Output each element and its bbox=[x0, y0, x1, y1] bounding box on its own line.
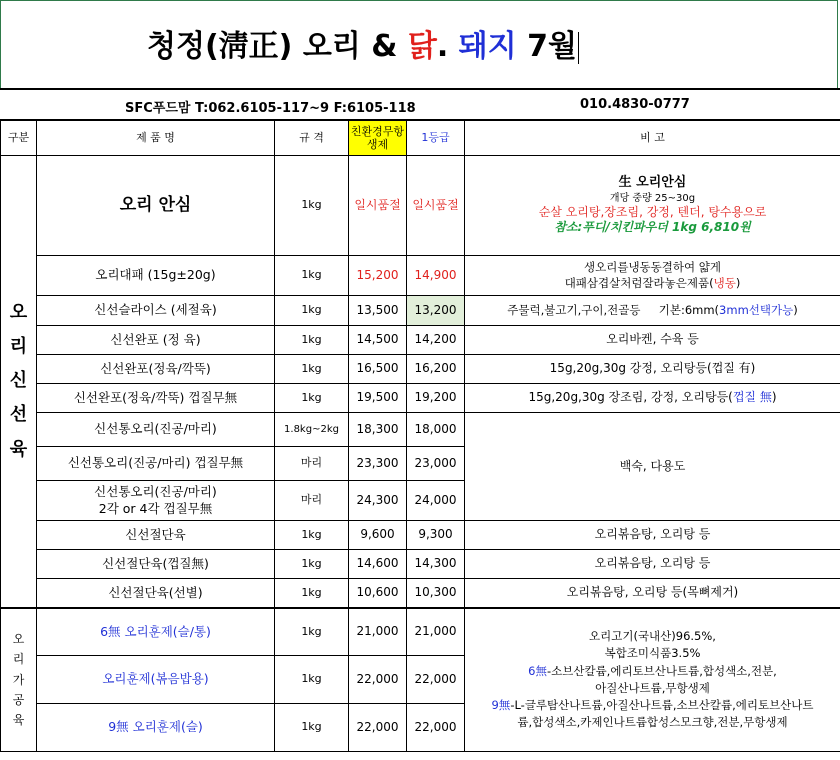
contact-phone-fax: SFC푸드맘 T:062.6105-117~9 F:6105-118 bbox=[125, 101, 416, 116]
price-eco: 9,600 bbox=[349, 521, 407, 550]
page-title: 청정(淸正) 오리 & 닭. 돼지 7월 bbox=[147, 29, 577, 64]
product-name: 오리훈제(볶음밥용) bbox=[37, 656, 275, 704]
product-spec: 1kg bbox=[275, 326, 349, 355]
price-grade1: 9,300 bbox=[407, 521, 465, 550]
header-category: 구분 bbox=[1, 121, 37, 156]
product-spec: 1kg bbox=[275, 579, 349, 608]
product-spec: 1kg bbox=[275, 384, 349, 413]
product-name: 신선완포 (정 육) bbox=[37, 326, 275, 355]
price-table bbox=[0, 120, 840, 752]
price-grade1: 22,000 bbox=[407, 704, 465, 752]
product-name: 신선통오리(진공/마리) bbox=[37, 413, 275, 447]
product-note: 생오리를냉동동결하여 얇게 대패삼겹살처럼잘라놓은제품(냉동) bbox=[465, 256, 840, 296]
product-spec: 1kg bbox=[275, 550, 349, 579]
table-row bbox=[1, 521, 840, 550]
product-name: 오리대패 (15g±20g) bbox=[37, 256, 275, 296]
product-note: 오리볶음탕, 오리탕 등 bbox=[465, 550, 840, 579]
header-spec: 규 격 bbox=[275, 121, 349, 156]
price-eco: 15,200 bbox=[349, 256, 407, 296]
contact-mobile: 010.4830-0777 bbox=[580, 97, 690, 112]
product-note: 오리볶음탕, 오리탕 등(목뼈제거) bbox=[465, 579, 840, 608]
product-spec: 1kg bbox=[275, 608, 349, 656]
header-product: 제 품 명 bbox=[37, 121, 275, 156]
price-grade1: 18,000 bbox=[407, 413, 465, 447]
product-spec: 1kg bbox=[275, 704, 349, 752]
product-name: 신선완포(정육/깍뚝) 껍질무無 bbox=[37, 384, 275, 413]
table-row bbox=[1, 156, 840, 256]
product-name: 9無 오리훈제(슬) bbox=[37, 704, 275, 752]
table-row bbox=[1, 296, 840, 326]
price-grade1: 14,900 bbox=[407, 256, 465, 296]
price-grade1: 일시품절 bbox=[407, 156, 465, 256]
category-processed: 오 리 가 공 육 bbox=[1, 608, 37, 752]
price-grade1: 16,200 bbox=[407, 355, 465, 384]
header-price-grade1: 1등급 bbox=[407, 121, 465, 156]
contact-bar bbox=[0, 88, 840, 120]
processed-note: 오리고기(국내산)96.5%, 복합조미식품3.5% 6無-소브산칼륨,에리토브산나트륨,합성색소,전분, 아질산나트륨,무항생제 9無-L-글루탐산나트륨,아질산나트륨,소브산칼륨,에리토브산나트 륨,합성색소,카제인나트륨합성스모크향,전분,무항생제 bbox=[465, 608, 840, 752]
product-spec: 마리 bbox=[275, 481, 349, 521]
price-grade1: 22,000 bbox=[407, 656, 465, 704]
price-grade1: 23,000 bbox=[407, 447, 465, 481]
price-grade1: 24,000 bbox=[407, 481, 465, 521]
product-spec: 1.8kg~2kg bbox=[275, 413, 349, 447]
product-spec: 1kg bbox=[275, 355, 349, 384]
price-eco: 22,000 bbox=[349, 656, 407, 704]
table-header bbox=[1, 121, 840, 156]
product-name: 6無 오리훈제(슬/통) bbox=[37, 608, 275, 656]
price-eco: 14,600 bbox=[349, 550, 407, 579]
product-name: 신선통오리(진공/마리) 2각 or 4각 껍질무無 bbox=[37, 481, 275, 521]
table-row bbox=[1, 384, 840, 413]
product-spec: 1kg bbox=[275, 296, 349, 326]
price-eco: 일시품절 bbox=[349, 156, 407, 256]
product-name: 신선절단육(선별) bbox=[37, 579, 275, 608]
product-note: 백숙, 다용도 bbox=[465, 413, 840, 521]
price-eco: 22,000 bbox=[349, 704, 407, 752]
product-spec: 1kg bbox=[275, 656, 349, 704]
table-row bbox=[1, 326, 840, 355]
table-row bbox=[1, 579, 840, 608]
price-eco: 21,000 bbox=[349, 608, 407, 656]
category-fresh: 오 리 신 선 육 bbox=[1, 156, 37, 608]
product-name: 신선절단육 bbox=[37, 521, 275, 550]
price-eco: 16,500 bbox=[349, 355, 407, 384]
table-row bbox=[1, 550, 840, 579]
product-name: 신선통오리(진공/마리) 껍질무無 bbox=[37, 447, 275, 481]
product-name: 신선절단육(껍질無) bbox=[37, 550, 275, 579]
price-eco: 10,600 bbox=[349, 579, 407, 608]
product-note: 오리볶음탕, 오리탕 등 bbox=[465, 521, 840, 550]
product-note: 주물럭,불고기,구이,전골등 기본:6mm(3mm선택가능) bbox=[465, 296, 840, 326]
price-grade1: 14,300 bbox=[407, 550, 465, 579]
price-grade1: 13,200 bbox=[407, 296, 465, 326]
table-row bbox=[1, 413, 840, 447]
price-eco: 18,300 bbox=[349, 413, 407, 447]
header-price-eco: 친환경무항생제 bbox=[349, 121, 407, 156]
product-note: 15g,20g,30g 장조림, 강정, 오리탕등(껍질 無) bbox=[465, 384, 840, 413]
header-note: 비 고 bbox=[465, 121, 840, 156]
price-eco: 14,500 bbox=[349, 326, 407, 355]
product-name: 신선슬라이스 (세절육) bbox=[37, 296, 275, 326]
price-grade1: 21,000 bbox=[407, 608, 465, 656]
price-eco: 19,500 bbox=[349, 384, 407, 413]
table-row bbox=[1, 355, 840, 384]
price-eco: 23,300 bbox=[349, 447, 407, 481]
product-spec: 1kg bbox=[275, 521, 349, 550]
product-spec: 1kg bbox=[275, 256, 349, 296]
text-cursor bbox=[578, 32, 579, 64]
product-note: 오리바켄, 수육 등 bbox=[465, 326, 840, 355]
price-grade1: 14,200 bbox=[407, 326, 465, 355]
table-row bbox=[1, 608, 840, 656]
price-eco: 24,300 bbox=[349, 481, 407, 521]
table-row bbox=[1, 256, 840, 296]
price-grade1: 19,200 bbox=[407, 384, 465, 413]
price-grade1: 10,300 bbox=[407, 579, 465, 608]
product-note: 15g,20g,30g 강정, 오리탕등(껍질 有) bbox=[465, 355, 840, 384]
product-name: 신선완포(정육/깍뚝) bbox=[37, 355, 275, 384]
price-eco: 13,500 bbox=[349, 296, 407, 326]
product-note: 生 오리안심 개당 중량 25~30g 순살 오리탕,장조림, 강정, 텐더, 탕수용으로 참소:푸디/치킨파우더 1kg 6,810원 bbox=[465, 156, 840, 256]
product-spec: 1kg bbox=[275, 156, 349, 256]
title-banner bbox=[0, 0, 838, 88]
product-name: 오리 안심 bbox=[37, 156, 275, 256]
product-spec: 마리 bbox=[275, 447, 349, 481]
